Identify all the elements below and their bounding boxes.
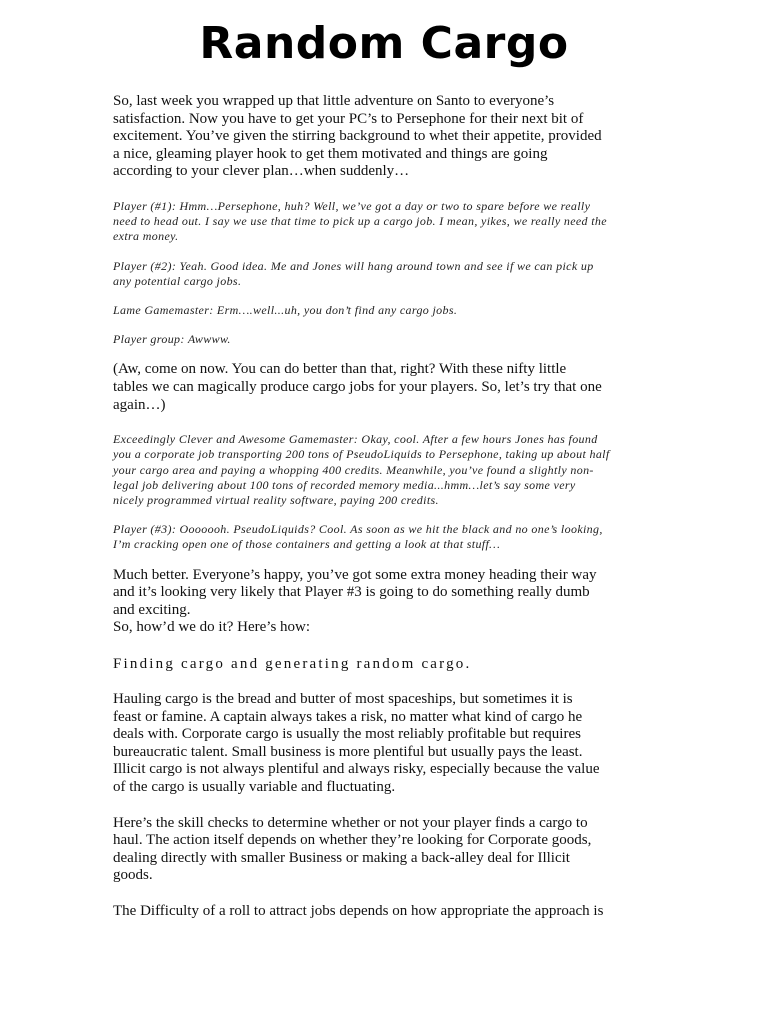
text-line: dealing directly with smaller Business or making a back-alley deal for Illicit bbox=[113, 849, 570, 866]
text-line: Hauling cargo is the bread and butter of most spaceships, but sometimes it is bbox=[113, 690, 573, 707]
text-line: extra money. bbox=[113, 229, 179, 244]
skill-check-paragraph bbox=[113, 815, 658, 885]
difficulty-paragraph bbox=[113, 903, 658, 921]
text-line: Illicit cargo is not always plentiful and always risky, especially because the value bbox=[113, 761, 600, 778]
text-line: bureaucratic talent. Small business is more plentiful but usually pays the least. bbox=[113, 743, 583, 760]
text-line: your cargo area and paying a whopping 400 credits. Meanwhile, you’ve found a slightly non- bbox=[113, 462, 594, 477]
text-line: nicely programmed virtual reality software, paying 200 credits. bbox=[113, 492, 439, 507]
page-title: Random Cargo bbox=[199, 18, 569, 69]
text-line: need to head out. I say we use that time to pick up a cargo job. I mean, yikes, we really need the bbox=[113, 214, 607, 229]
text-line: a nice, gleaming player hook to get them motivated and things are going bbox=[113, 145, 548, 162]
text-line: feast or famine. A captain always takes a risk, no matter what kind of cargo he bbox=[113, 708, 583, 725]
text-line: Player (#2): Yeah. Good idea. Me and Jones will hang around town and see if we can pick up bbox=[113, 258, 594, 273]
text-line: Here’s the skill checks to determine whether or not your player finds a cargo to bbox=[113, 814, 588, 831]
text-line: and exciting. bbox=[113, 601, 191, 618]
section-heading: Finding cargo and generating random cargo. bbox=[113, 655, 472, 672]
text-line: Player (#1): Hmm…Persephone, huh? Well, we’ve got a day or two to spare before we really bbox=[113, 198, 591, 213]
text-line: haul. The action itself depends on whether they’re looking for Corporate goods, bbox=[113, 832, 592, 849]
text-line: deals with. Corporate cargo is usually the most reliably profitable but requires bbox=[113, 726, 581, 743]
text-line: and it’s looking very likely that Player #3 is going to do something really dumb bbox=[113, 584, 590, 601]
text-line: again…) bbox=[113, 396, 166, 413]
intro-paragraph bbox=[113, 93, 658, 181]
text-line: tables we can magically produce cargo jobs for your players. So, let’s try that one bbox=[113, 378, 602, 395]
document-body bbox=[113, 93, 658, 939]
aside-paragraph bbox=[113, 361, 658, 414]
text-line: goods. bbox=[113, 867, 153, 884]
text-line: So, how’d we do it? Here’s how: bbox=[113, 619, 311, 636]
dialog-lame-gamemaster bbox=[113, 303, 658, 318]
text-line: you a corporate job transporting 200 tons of PseudoLiquids to Persephone, taking up about half bbox=[113, 447, 610, 462]
text-line: (Aw, come on now. You can do better than that, right? With these nifty little bbox=[113, 361, 567, 378]
text-line: of the cargo is usually variable and fluctuating. bbox=[113, 778, 396, 795]
dialog-player-1 bbox=[113, 199, 658, 245]
text-line: excitement. You’ve given the stirring background to whet their appetite, provided bbox=[113, 128, 602, 145]
text-line: I’m cracking open one of those containers and getting a look at that stuff… bbox=[113, 537, 501, 552]
text-line: Much better. Everyone’s happy, you’ve got some extra money heading their way bbox=[113, 566, 597, 583]
text-line: legal job delivering about 100 tons of recorded memory media...hmm…let’s say some very bbox=[113, 477, 576, 492]
text-line: Lame Gamemaster: Erm….well...uh, you don’t find any cargo jobs. bbox=[113, 302, 458, 317]
hauling-paragraph bbox=[113, 691, 658, 797]
text-line: Player (#3): Ooooooh. PseudoLiquids? Cool. As soon as we hit the black and no one’s looking, bbox=[113, 522, 603, 537]
text-line: So, last week you wrapped up that little adventure on Santo to everyone’s bbox=[113, 93, 555, 109]
text-line: satisfaction. Now you have to get your PC’s to Persephone for their next bit of bbox=[113, 110, 584, 127]
better-paragraph bbox=[113, 567, 658, 637]
dialog-clever-gamemaster bbox=[113, 432, 658, 508]
text-line: Player group: Awwww. bbox=[113, 332, 231, 347]
text-line: Exceedingly Clever and Awesome Gamemaster: Okay, cool. After a few hours Jones has found bbox=[113, 432, 598, 447]
dialog-player-2 bbox=[113, 259, 658, 289]
text-line: according to your clever plan…when suddenly… bbox=[113, 163, 410, 180]
text-line: The Difficulty of a roll to attract jobs depends on how appropriate the approach is bbox=[113, 902, 604, 919]
text-line: any potential cargo jobs. bbox=[113, 273, 242, 288]
dialog-player-3 bbox=[113, 522, 658, 552]
dialog-player-group bbox=[113, 332, 658, 347]
